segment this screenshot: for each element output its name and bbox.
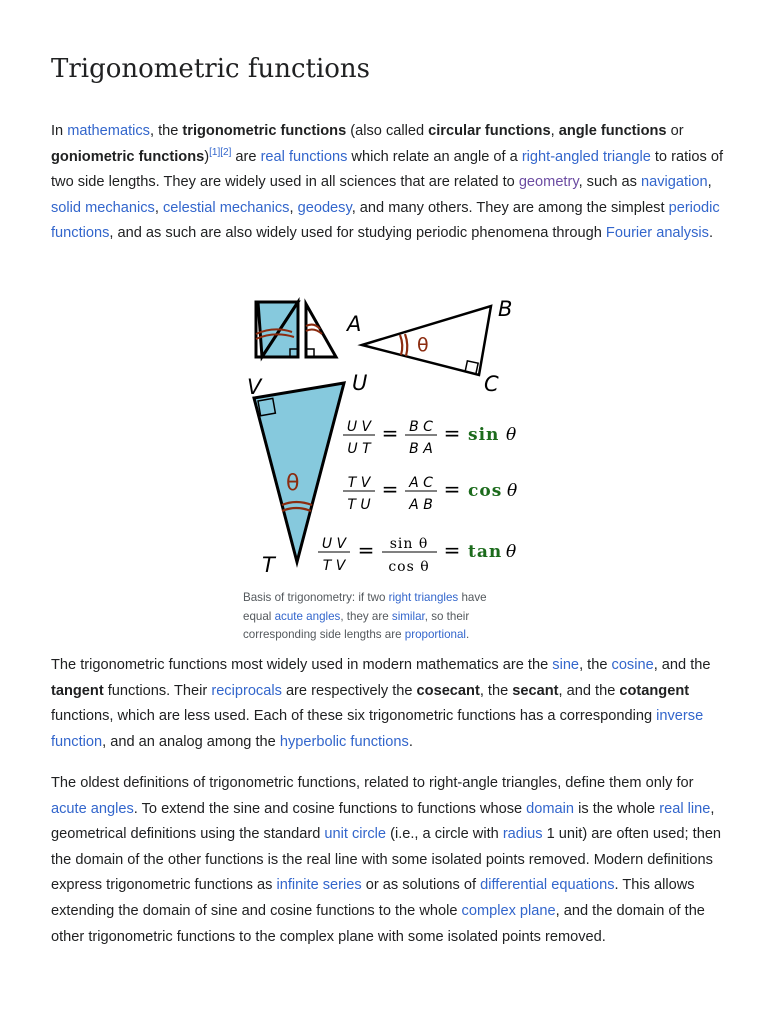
text: 1 unit) are often used; then the domain of the other functions is the real line with some isolated points removed. Modern definitions express trigonometric functions as [51,826,722,894]
link-fourier-analysis[interactable]: Fourier analysis [605,225,709,242]
figure-caption [243,589,518,645]
text: functions, which are less used. Each of these six trigonometric functions has a corresponding [51,708,657,725]
text: The trigonometric functions most widely used in modern mathematics are the [51,657,553,673]
text: Basis of trigonometry: if two [243,591,389,604]
link-cosine[interactable]: cosine [611,657,654,673]
eq-cos-equals-2: = [443,477,461,501]
link-unit-circle[interactable]: unit circle [324,826,387,843]
definitions-paragraph [51,771,731,950]
link-real-line[interactable]: real line [659,800,711,817]
link-navigation[interactable]: navigation [641,174,708,191]
link-periodic-functions[interactable]: periodic functions [51,199,720,242]
eq-sin-right-numerator: B C [409,419,433,435]
eq-cos-left-numerator: T V [347,475,371,491]
term-cotangent: cotangent [619,682,690,699]
eq-tan-right-numerator: sin θ [389,536,429,552]
term-circular-functions: circular functions [428,123,551,139]
text: . [708,225,713,242]
link-mathematics[interactable]: mathematics [67,123,150,139]
term-angle-functions: angle functions [558,123,667,139]
eq-cos-right-numerator: A C [409,475,433,491]
text: (i.e., a circle with [386,826,503,843]
eq-sin-left-denominator: U T [347,441,371,457]
eq-tan-function: tan [468,542,503,562]
eq-sin-equals-2: = [443,421,461,445]
term-cosecant: cosecant [416,682,480,699]
link-right-angled-triangle[interactable]: right-angled triangle [521,148,651,165]
text: . This allows extending the domain of sine and cosine functions to the whole [51,877,695,919]
text: , and the [653,657,711,673]
text: , [289,199,298,216]
text: functions. Their [103,682,212,699]
text: are respectively the [281,682,417,699]
link-differential-equations[interactable]: differential equations [480,877,615,894]
eq-tan-left-denominator: T V [322,558,346,574]
label-c: C [484,372,499,396]
link-complex-plane[interactable]: complex plane [461,902,556,919]
text: , so their corresponding side lengths are [243,609,470,641]
text: or as solutions of [361,877,481,894]
link-inverse-function[interactable]: inverse function [51,708,704,750]
label-v: V [247,375,262,399]
text: (also called [346,123,429,139]
eq-sin-left-numerator: U V [346,419,372,435]
link-real-functions[interactable]: real functions [260,148,348,165]
label-t: T [262,553,275,577]
triangle-tuv [247,371,367,577]
link-domain[interactable]: domain [526,800,575,817]
eq-sin-equals-1: = [381,421,399,445]
eq-sin-variable: θ [506,425,517,445]
link-reciprocals[interactable]: reciprocals [211,682,282,699]
link-similar[interactable]: similar [391,609,425,623]
label-theta-large: θ [286,471,300,496]
link-radius[interactable]: radius [502,826,543,843]
label-b: B [498,297,513,321]
link-geodesy[interactable]: geodesy [297,199,352,216]
reference-1[interactable]: [1] [209,146,221,158]
eq-tan-equals-1: = [357,538,375,562]
small-triangles-icon [256,302,336,357]
term-secant: secant [512,682,559,699]
text: are [231,148,261,165]
text: . [466,628,470,641]
label-theta-small: θ [417,334,429,356]
equation-tan [318,536,516,575]
text: , and an analog among the [102,733,280,750]
similar-triangles-figure [244,292,534,584]
text: which relate an angle of a [347,148,522,165]
eq-tan-variable: θ [506,542,517,562]
eq-tan-right-denominator: cos θ [388,559,430,575]
eq-tan-equals-2: = [443,538,461,562]
equation-sin [343,419,516,457]
text: , the [579,657,612,673]
text: is the whole [574,800,660,817]
label-u: U [352,371,368,395]
equation-cos [343,475,517,513]
eq-cos-right-denominator: A B [409,497,433,513]
link-right-triangles[interactable]: right triangles [388,591,459,604]
label-a: A [347,312,362,336]
page-title: Trigonometric functions [51,54,371,84]
text: ) [204,148,210,165]
eq-cos-left-denominator: T U [347,497,371,513]
text: In [51,123,68,139]
text: to ratios of two side lengths. They are widely used in all sciences that are related to [51,148,724,191]
text: . [408,733,413,750]
text: , such as [578,174,642,191]
link-infinite-series[interactable]: infinite series [276,877,362,894]
link-solid-mechanics[interactable]: solid mechanics [51,199,155,216]
term-goniometric-functions: goniometric functions [51,148,205,165]
link-proportional[interactable]: proportional [404,628,467,641]
text: The oldest definitions of trigonometric functions, related to right-angle triangles, define them only for [51,775,694,791]
text: have equal [243,591,487,623]
link-sine[interactable]: sine [552,657,580,673]
reference-2[interactable]: [2] [220,146,232,158]
link-geometry[interactable]: geometry [518,174,579,191]
link-acute-angles[interactable]: acute angles [51,800,134,817]
text: , [550,123,559,139]
eq-sin-right-denominator: B A [409,441,433,457]
functions-paragraph [51,653,731,755]
text: , geometrical definitions using the standard [51,800,715,843]
eq-cos-equals-1: = [381,477,399,501]
text: , the [149,123,183,139]
triangle-abc [345,297,512,396]
text: or [666,123,684,139]
link-hyperbolic-functions[interactable]: hyperbolic functions [279,733,409,750]
text: , and as such are also widely used for studying periodic phenomena through [109,225,606,242]
text: , the [479,682,513,699]
link-celestial-mechanics[interactable]: celestial mechanics [162,199,290,216]
text: , and the domain of the other trigonometric functions to the complex plane with some isolated points removed. [51,902,705,945]
eq-cos-function: cos [468,481,503,501]
text: , they are [340,609,392,623]
term-trigonometric-functions: trigonometric functions [182,123,347,139]
link-acute-angles[interactable]: acute angles [274,609,341,623]
term-tangent: tangent [51,682,104,699]
intro-paragraph [51,119,731,247]
text: , and the [558,682,620,699]
text: . To extend the sine and cosine functions to functions whose [133,800,527,817]
text: , and many others. They are among the simplest [351,199,669,216]
eq-tan-left-numerator: U V [321,536,347,552]
eq-sin-function: sin [468,425,500,445]
text: , [154,199,163,216]
eq-cos-variable: θ [507,481,518,501]
text: , [707,174,712,191]
